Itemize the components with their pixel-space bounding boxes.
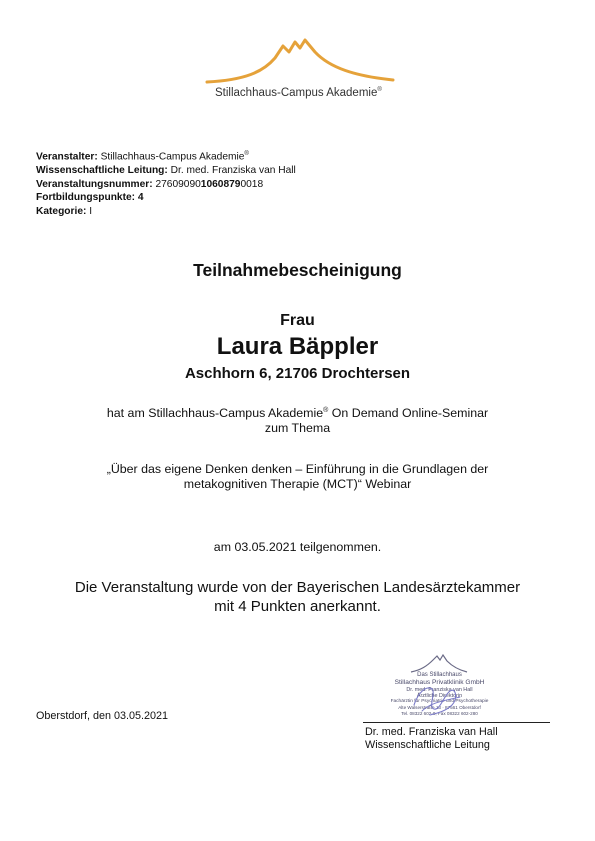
signer-block (365, 726, 498, 752)
stamp-line-6: Alte Walserstraße 13 · 87561 Oberstdorf (398, 705, 481, 710)
participation-text (0, 403, 595, 436)
points-row: Fortbildungspunkte: 4 (36, 192, 144, 204)
signer-name: Dr. med. Franziska van Hall (365, 726, 498, 738)
place-and-date: Oberstdorf, den 03.05.2021 (36, 710, 169, 722)
stamp-line-5: Fachärztin für Psychiatrie und Psychotherapie (390, 699, 489, 704)
recipient-name: Laura Bäppler (216, 333, 379, 360)
signer-role: Wissenschaftliche Leitung (365, 739, 490, 751)
recipient-address: Aschhorn 6, 21706 Drochtersen (184, 365, 411, 382)
category-row: Kategorie: I (36, 205, 93, 217)
recipient-salutation: Frau (280, 312, 315, 329)
handwritten-signature (408, 675, 468, 719)
page-title: Teilnahmebescheinigung (193, 260, 402, 280)
recognition-text (0, 579, 595, 616)
recognition-line-2: mit 4 Punkten anerkannt. (214, 597, 381, 615)
organizer-row: Veranstalter: Stillachhaus-Campus Akademie® (36, 151, 249, 163)
recognition-line-1: Die Veranstaltung wurde von der Bayerischen Landesärztekammer (74, 579, 521, 596)
seminar-topic (0, 462, 595, 492)
topic-line-2: metakognitiven Therapie (MCT)“ Webinar (183, 477, 412, 491)
stamp-line-7: Tel. 08322 602-0, Fax 08322 602-280 (401, 711, 478, 716)
stamp-mountain-icon (409, 654, 469, 674)
logo-text: Stillachhaus-Campus Akademie® (215, 87, 382, 99)
participation-line-1: hat am Stillachhaus-Campus Akademie® On Demand Online-Seminar (106, 406, 489, 421)
lead-row: Wissenschaftliche Leitung: Dr. med. Franziska van Hall (36, 164, 296, 176)
stamp-line-2: Stillachhaus Privatklinik GmbH (394, 679, 485, 686)
topic-line-1: „Über das eigene Denken denken – Einführung in die Grundlagen der (106, 462, 489, 476)
event-meta (36, 148, 296, 218)
mountain-icon (205, 32, 395, 87)
event-number-row: Veranstaltungsnummer: 2760909010608790018 (36, 178, 264, 190)
academy-logo (205, 32, 395, 104)
stamp-line-1: Das Stillachhaus (417, 672, 462, 678)
attendance-date: am 03.05.2021 teilgenommen. (213, 540, 382, 554)
signature-line (363, 722, 550, 723)
stamp-line-3: Dr. med. Franziska van Hall (406, 687, 473, 693)
stamp-line-4: Ärztliche Direktorin (416, 693, 463, 699)
participation-line-2: zum Thema (264, 421, 331, 436)
